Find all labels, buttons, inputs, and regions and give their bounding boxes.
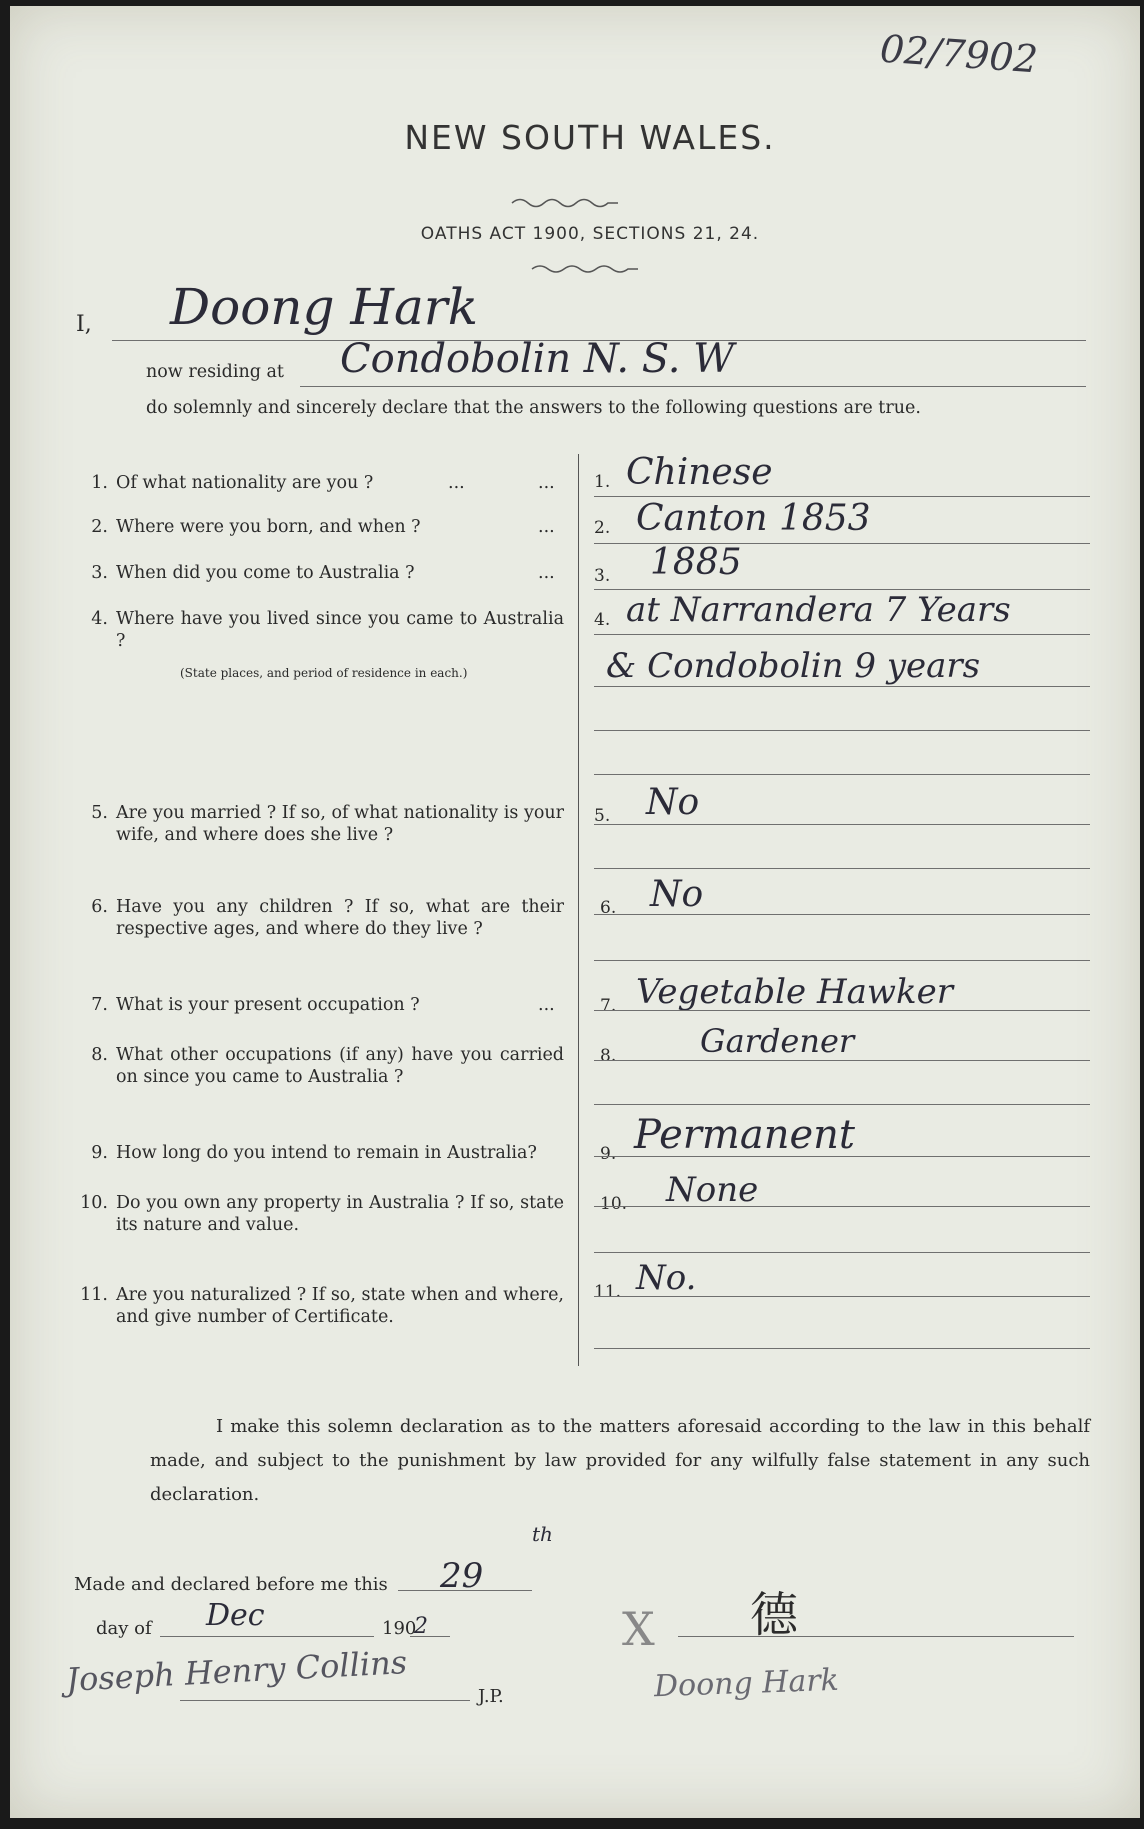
day-of-label: day of (96, 1618, 152, 1639)
year-suffix: 2 (414, 1614, 428, 1639)
declaration-text: I make this solemn declaration as to the matters aforesaid according to the law in this behalf made, and subject to the punishment by law provided for any wilfully false statement in any such declaration. (150, 1416, 1090, 1505)
answer-7: Vegetable Hawker (636, 972, 953, 1012)
declaration-form: 02/7902 NEW SOUTH WALES. OATHS ACT 1900, SECTIONS 21, 24. I, Doong Hark now residing at Condobolin N. S. W do solemnly and sincerely declare that the answers to the following questions are true. 1. Of what nationality are you ? ... ... 1. Chinese 2. Where were you born, and when ? ... 2. Canton 1853 3. When did you come to Australia ? ... 3. 1885 4. Where have you lived since you came to Australia ? (State places, and period of residence in each.) 4. at Narrandera 7 Years & Condobolin 9 years 5. Are you married ? If so, of what nationality is your wife, and where does she live ? 5. No 6. Have you any children ? If so, what are their respective ages, and where do they live ? 6. No 7. What is your present occupation ? ... 7. Vegetable Hawker 8. What other occupations (if any) have you carried on since you came to Australia ? 8. Gardener 9. How long do you intend to remain in Australia? 9. Permanent 10. Do you own any property in Australia ? If so, state its nature and value. 10. None 11. Are you naturalized ? If so, state when and where, and give number of Certificate. 11. No. I make this solemn declaration as to the matters aforesaid according to the law in this behalf made, and subject to the punishment by law provided for any wilfully false statement in any such declaration. Made and declared before me this 29 th day of Dec 190 2 Joseph Henry Collins J.P. X 德 Doong Hark (10, 6, 1140, 1818)
answer-2-num: 2. (594, 518, 611, 538)
mark-x: X (622, 1602, 655, 1656)
page-title: NEW SOUTH WALES. (404, 118, 776, 157)
answer-1-num: 1. (594, 472, 611, 492)
declarant-signature: Doong Hark (653, 1662, 840, 1705)
answer-4-continued: & Condobolin 9 years (606, 646, 981, 686)
answer-6-num: 6. (600, 898, 617, 918)
answer-3-num: 3. (594, 566, 611, 586)
column-divider (578, 454, 579, 1366)
answer-11-num: 11. (594, 1282, 622, 1302)
answer-7-num: 7. (600, 996, 617, 1016)
answer-5: No (646, 782, 700, 823)
answer-3: 1885 (650, 542, 742, 583)
answer-8: Gardener (700, 1022, 855, 1060)
answer-4-num: 4. (594, 610, 611, 630)
declarant-prefix: I, (76, 312, 92, 337)
intro-text: do solemnly and sincerely declare that the answers to the following questions are true. (146, 398, 921, 418)
answer-6: No (650, 874, 704, 915)
answer-9-num: 9. (600, 1144, 617, 1164)
answer-4: at Narrandera 7 Years (626, 590, 1011, 630)
residence-line (300, 386, 1086, 387)
chinese-signature: 德 (750, 1587, 799, 1643)
answer-10: None (666, 1170, 759, 1210)
answer-10-num: 10. (600, 1194, 628, 1214)
answer-5-num: 5. (594, 806, 611, 826)
jp-title: J.P. (478, 1686, 504, 1707)
question-4-note: (State places, and period of residence in each.) (180, 666, 468, 680)
answer-1: Chinese (626, 452, 773, 493)
residence-label: now residing at (146, 362, 284, 382)
reference-number: 02/7902 (878, 26, 1040, 82)
answer-11: No. (636, 1258, 697, 1298)
jp-signature: Joseph Henry Collins (65, 1643, 408, 1699)
ornament-wave-top (510, 194, 620, 208)
month-value: Dec (206, 1598, 265, 1633)
year-prefix: 190 (382, 1618, 417, 1639)
residence-value: Condobolin N. S. W (340, 336, 735, 382)
declarant-name: Doong Hark (170, 278, 479, 336)
page-subtitle: OATHS ACT 1900, SECTIONS 21, 24. (420, 224, 760, 244)
answer-2: Canton 1853 (636, 498, 871, 539)
day-suffix: th (532, 1522, 553, 1546)
answer-8-num: 8. (600, 1046, 617, 1066)
made-before-label: Made and declared before me this (74, 1574, 388, 1595)
answer-9: Permanent (634, 1112, 855, 1158)
day-value: 29 (440, 1556, 484, 1596)
ornament-wave-bottom (530, 262, 640, 274)
